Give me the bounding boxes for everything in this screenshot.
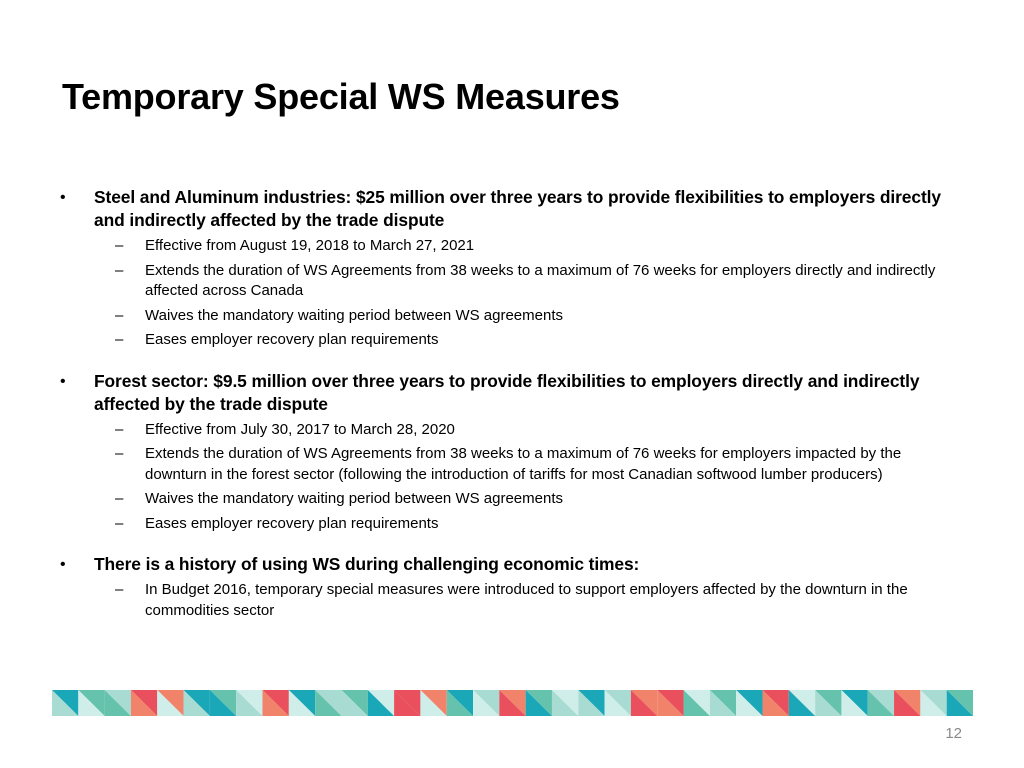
sub-item [94, 442, 960, 487]
sub-list [94, 418, 960, 537]
decorative-triangle-band [52, 690, 973, 716]
dash-marker: – [115, 445, 124, 462]
bullet-marker: • [60, 189, 66, 206]
sub-item-text: Eases employer recovery plan requirements [145, 514, 439, 532]
sub-item-text: Extends the duration of WS Agreements from 38 weeks to a maximum of 76 weeks for employers impacted by the downturn in the forest sector (following the introduction of tariffs for most Canadian softwood lumber producers) [145, 445, 902, 483]
sub-item [94, 304, 960, 329]
sub-item [94, 487, 960, 512]
sub-item-text: Effective from August 19, 2018 to March 27, 2021 [145, 237, 475, 254]
sub-item [94, 512, 960, 537]
sub-item-text: Extends the duration of WS Agreements from 38 weeks to a maximum of 76 weeks for employers directly and indirectly affected across Canada [145, 261, 936, 299]
bullet-list [60, 186, 960, 623]
dash-marker: – [115, 420, 124, 438]
sub-item [94, 328, 960, 353]
sub-item [94, 418, 960, 443]
bullet-history [60, 553, 960, 623]
dash-marker: – [115, 306, 124, 324]
bullet-heading: There is a history of using WS during challenging economic times: [94, 554, 640, 574]
sub-item-text: In Budget 2016, temporary special measures were introduced to support employers affected by the downturn in the commodities sector [145, 581, 908, 619]
page-number: 12 [945, 725, 962, 742]
sub-item-text: Effective from July 30, 2017 to March 28, 2020 [145, 420, 455, 438]
sub-list [94, 234, 960, 353]
sub-item-text: Waives the mandatory waiting period between WS agreements [145, 306, 563, 324]
dash-marker: – [115, 331, 124, 348]
dash-marker: – [115, 237, 124, 254]
bullet-marker: • [60, 372, 66, 390]
bullet-steel-aluminum [60, 186, 960, 353]
dash-marker: – [115, 514, 124, 532]
bullet-heading: Steel and Aluminum industries: $25 million over three years to provide flexibilities to employers directly and indirectly affected by the trade dispute [94, 187, 941, 230]
bullet-heading: Forest sector: $9.5 million over three years to provide flexibilities to employers directly and indirectly affected by the trade dispute [94, 370, 920, 414]
sub-item-text: Waives the mandatory waiting period between WS agreements [145, 490, 563, 507]
bullet-forest-sector [60, 370, 960, 537]
dash-marker: – [115, 581, 124, 598]
sub-item-text: Eases employer recovery plan requirements [145, 331, 439, 348]
sub-item [94, 259, 960, 304]
sub-list [94, 578, 960, 623]
dash-marker: – [115, 490, 124, 507]
bullet-marker: • [60, 556, 66, 573]
sub-item [94, 578, 960, 623]
sub-item [94, 234, 960, 259]
slide-title: Temporary Special WS Measures [62, 76, 620, 117]
dash-marker: – [115, 261, 124, 279]
